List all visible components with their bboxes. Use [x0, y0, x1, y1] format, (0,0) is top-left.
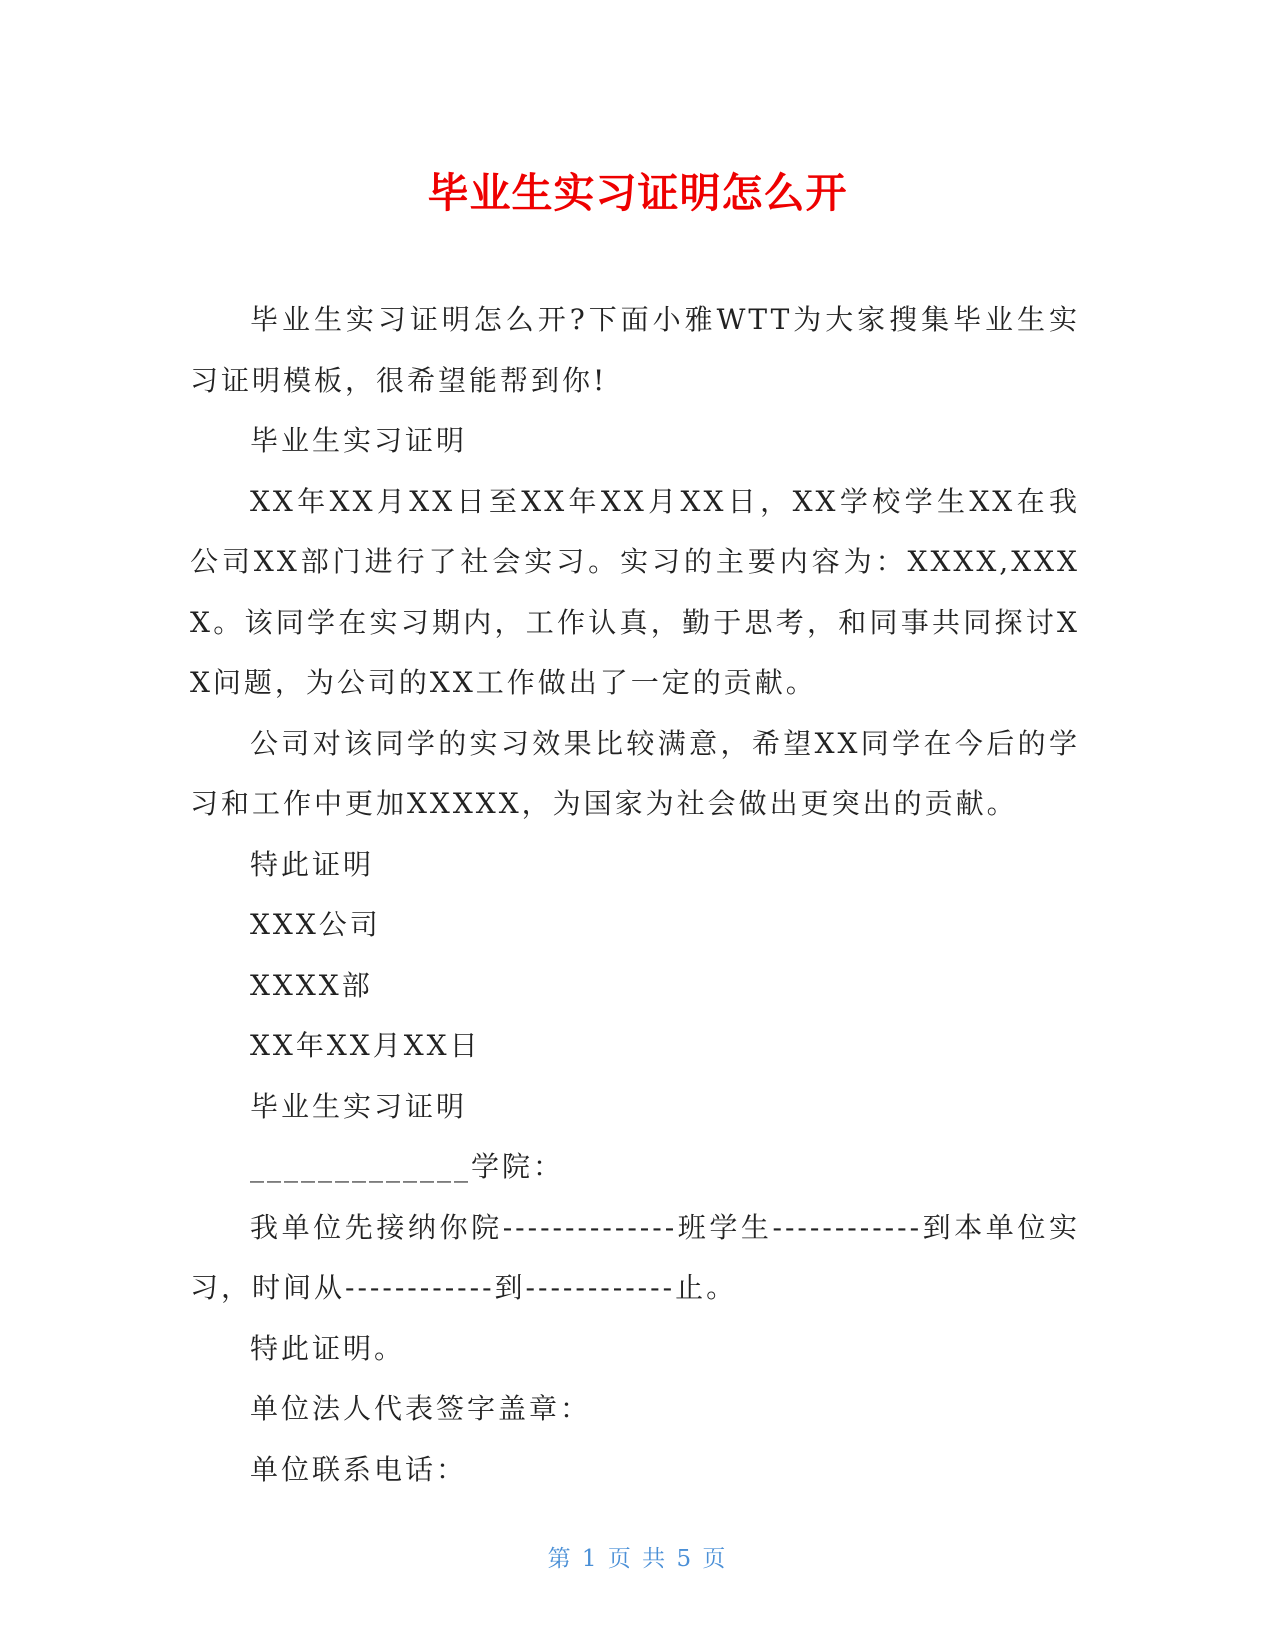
document-body [190, 290, 1080, 1500]
evaluation-paragraph: 公司对该同学的实习效果比较满意，希望XX同学在今后的学习和工作中更加XXXXX，为国家为社会做出更突出的贡献。 [190, 726, 1080, 820]
certification-statement: 特此证明 [250, 847, 375, 881]
document-title: 毕业生实习证明怎么开 [427, 169, 848, 217]
company-name: XXX公司 [250, 908, 381, 941]
certification-statement-2: 特此证明。 [250, 1331, 406, 1365]
page-footer: 第 1 页 共 5 页 [547, 1546, 728, 1572]
certificate-heading-2: 毕业生实习证明 [250, 1089, 468, 1123]
department-name: XXXX部 [250, 968, 373, 1002]
college-salutation: _____________学院： [250, 1150, 565, 1183]
contact-phone-line: 单位联系电话： [250, 1452, 468, 1486]
certificate-heading-1: 毕业生实习证明 [250, 424, 468, 457]
acceptance-paragraph: 我单位先接纳你院--------------班学生------------到本单位实习，时间从------------到------------止。 [190, 1210, 1080, 1304]
issue-date: XX年XX月XX日 [250, 1029, 481, 1062]
intro-paragraph: 毕业生实习证明怎么开?下面小雅WTT为大家搜集毕业生实习证明模板，很希望能帮到你! [190, 303, 1080, 397]
signature-line: 单位法人代表签字盖章： [250, 1392, 592, 1425]
internship-details-paragraph: XX年XX月XX日至XX年XX月XX日，XX学校学生XX在我公司XX部门进行了社会实习。实习的主要内容为：XXXX,XXXX。该同学在实习期内，工作认真，勤于思考，和同事共同探讨XX问题，为公司的XX工作做出了一定的贡献。 [190, 484, 1080, 699]
